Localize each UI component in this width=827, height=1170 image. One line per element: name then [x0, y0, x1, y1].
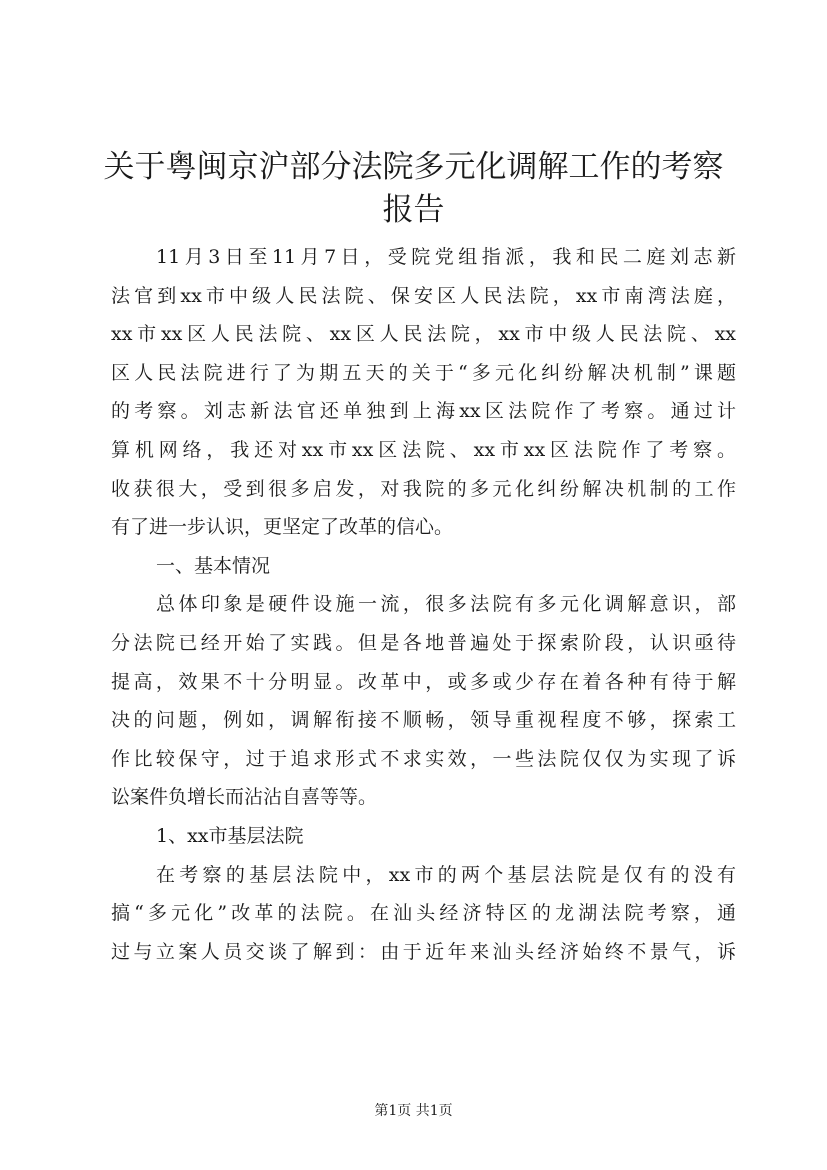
body-line: 分法院已经开始了实践。但是各地普遍处于探索阶段，认识亟待 — [111, 631, 736, 654]
body-line: 过与立案人员交谈了解到：由于近年来汕头经济始终不景气，诉 — [111, 940, 736, 963]
section-heading: 一、基本情况 — [156, 554, 271, 577]
body-line: 作比较保守，过于追求形式不求实效，一些法院仅仅为实现了诉 — [111, 747, 736, 770]
body-line: 有了进一步认识，更坚定了改革的信心。 — [111, 516, 454, 539]
body-line: 总体印象是硬件设施一流，很多法院有多元化调解意识，部 — [156, 593, 736, 616]
body-line: 区人民法院进行了为期五天的关于“多元化纠纷解决机制”课题 — [111, 361, 736, 384]
title-line-2: 报告 — [382, 192, 445, 228]
body-line: 提高，效果不十分明显。改革中，或多或少存在着各种有待于解 — [111, 670, 736, 693]
subsection-heading: 1、xx市基层法院 — [156, 824, 304, 847]
body-line: 在考察的基层法院中，xx市的两个基层法院是仅有的没有 — [156, 863, 736, 886]
body-line: 决的问题，例如，调解衔接不顺畅，领导重视程度不够，探索工 — [111, 709, 736, 732]
document-title — [0, 146, 827, 232]
page-footer: 第1页 共1页 — [374, 1103, 453, 1119]
body-line: 法官到xx市中级人民法院、保安区人民法院，xx市南湾法庭， — [111, 284, 736, 307]
body-line: xx市xx区人民法院、xx区人民法院，xx市中级人民法院、xx — [111, 323, 736, 346]
body-line: 的考察。刘志新法官还单独到上海xx区法院作了考察。通过计 — [111, 400, 736, 423]
document-body — [111, 238, 736, 971]
body-line: 收获很大，受到很多启发，对我院的多元化纠纷解决机制的工作 — [111, 477, 736, 500]
body-line: 算机网络，我还对xx市xx区法院、xx市xx区法院作了考察。 — [111, 438, 736, 461]
body-line: 搞“多元化”改革的法院。在汕头经济特区的龙湖法院考察，通 — [111, 902, 736, 925]
title-line-1: 关于粤闽京沪部分法院多元化调解工作的考察 — [103, 149, 724, 185]
body-line: 11月3日至11月7日，受院党组指派，我和民二庭刘志新 — [156, 246, 736, 268]
body-line: 讼案件负增长而沾沾自喜等等。 — [111, 786, 378, 809]
